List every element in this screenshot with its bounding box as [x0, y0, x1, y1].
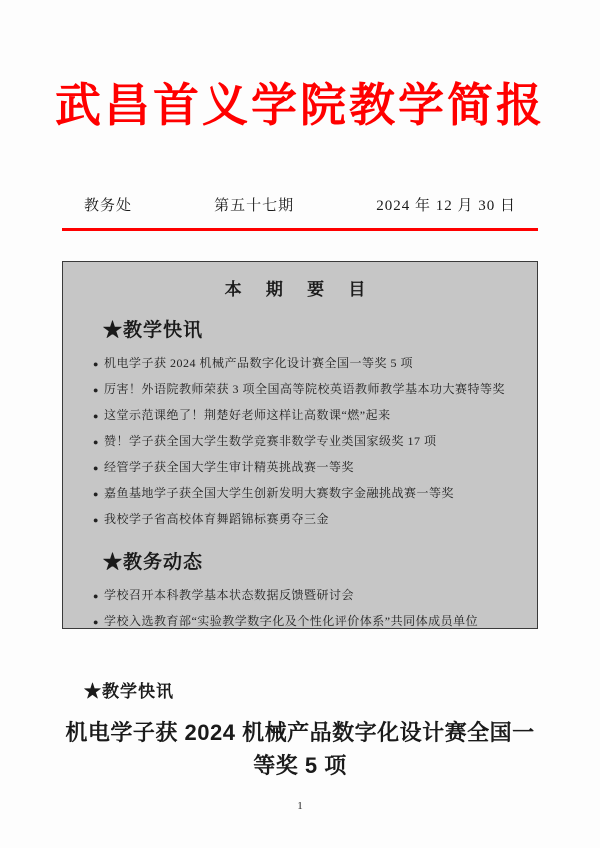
list-item	[93, 583, 511, 609]
issuing-department: 教务处	[84, 198, 133, 215]
masthead-title: 武昌首义学院教学简报	[55, 80, 545, 131]
article-section-heading: ★教学快讯	[84, 682, 174, 702]
list-item	[93, 481, 511, 507]
issue-number: 第五十七期	[214, 198, 295, 215]
bullet-icon: ●	[93, 463, 99, 474]
list-item	[93, 455, 511, 481]
bullet-icon: ●	[93, 515, 99, 526]
list-item	[93, 609, 511, 629]
list-item-text: 嘉鱼基地学子获全国大学生创新发明大赛数字金融挑战赛一等奖	[103, 486, 454, 501]
issue-info-row	[62, 195, 538, 217]
issue-date: 2024 年 12 月 30 日	[376, 198, 516, 215]
list-item-text: 学校召开本科教学基本状态数据反馈暨研讨会	[103, 588, 354, 603]
list-item-text: 机电学子获 2024 机械产品数字化设计赛全国一等奖 5 项	[103, 356, 413, 371]
bullet-icon: ●	[93, 617, 99, 628]
bullet-icon: ●	[93, 591, 99, 602]
list-item	[93, 403, 511, 429]
page-number: 1	[297, 800, 303, 812]
article-title: 机电学子获 2024 机械产品数字化设计赛全国一等奖 5 项	[65, 720, 535, 779]
list-item-text: 我校学子省高校体育舞蹈锦标赛勇夺三金	[103, 512, 329, 527]
list-item	[93, 377, 511, 403]
list-item-text: 学校入选教育部“实验教学数字化及个性化评价体系”共同体成员单位	[103, 614, 479, 629]
bullet-icon: ●	[93, 489, 99, 500]
bullet-icon: ●	[93, 437, 99, 448]
section-teaching-news	[89, 319, 511, 533]
section-heading-academic-affairs: ★教务动态	[103, 552, 204, 574]
contents-box	[62, 261, 538, 629]
bullet-icon: ●	[93, 411, 99, 422]
academic-affairs-list	[89, 583, 511, 629]
contents-box-title: 本 期 要 目	[224, 280, 376, 300]
page-content	[62, 195, 538, 782]
bullet-icon: ●	[93, 359, 99, 370]
section-academic-affairs	[89, 551, 511, 629]
list-item-text: 经管学子获全国大学生审计精英挑战赛一等奖	[103, 460, 354, 475]
list-item-text: 赞！学子获全国大学生数学竞赛非数学专业类国家级奖 17 项	[103, 434, 437, 449]
list-item-text: 厉害！外语院教师荣获 3 项全国高等院校英语教师教学基本功大赛特等奖	[103, 382, 505, 397]
teaching-news-list	[89, 351, 511, 533]
section-heading-teaching-news: ★教学快讯	[103, 320, 204, 342]
red-divider-line	[62, 228, 538, 231]
list-item-text: 这堂示范课绝了！荆楚好老师这样让高数课“燃”起来	[103, 408, 391, 423]
list-item	[93, 351, 511, 377]
list-item	[93, 429, 511, 455]
list-item	[93, 507, 511, 533]
bullet-icon: ●	[93, 385, 99, 396]
